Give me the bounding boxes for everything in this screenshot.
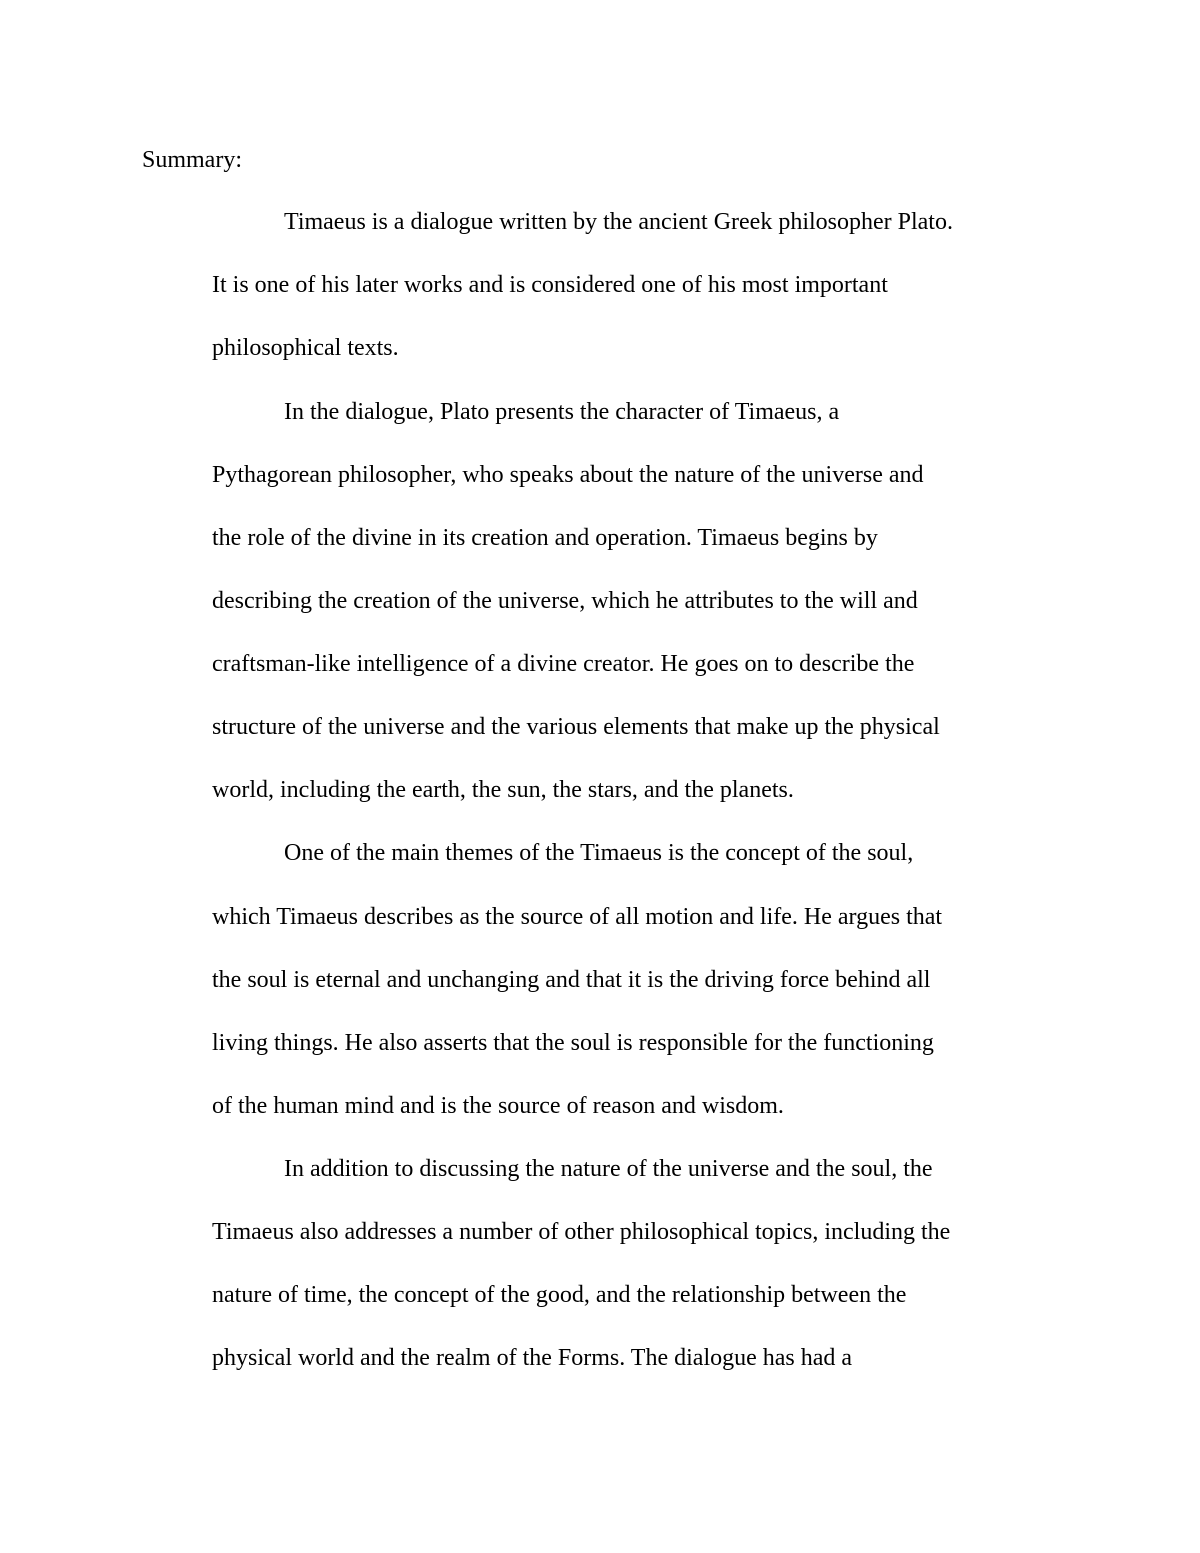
paragraph-3-line-2: which Timaeus describes as the source of all motion and life. He argues that [212,904,943,930]
paragraph-4-line-2: Timaeus also addresses a number of other philosophical topics, including the [212,1219,951,1245]
paragraph-3-line-5: of the human mind and is the source of reason and wisdom. [212,1093,784,1119]
summary-heading: Summary: [142,147,242,173]
paragraph-1-line-2: It is one of his later works and is considered one of his most important [212,272,888,298]
paragraph-2-line-4: describing the creation of the universe, which he attributes to the will and [212,588,918,614]
paragraph-3-line-3: the soul is eternal and unchanging and that it is the driving force behind all [212,967,931,993]
paragraph-2-line-1: In the dialogue, Plato presents the character of Timaeus, a [284,399,840,425]
paragraph-1-line-3: philosophical texts. [212,335,399,361]
paragraph-1-line-1: Timaeus is a dialogue written by the ancient Greek philosopher Plato. [284,209,953,235]
paragraph-4-line-1: In addition to discussing the nature of the universe and the soul, the [284,1156,933,1182]
paragraph-2-line-3: the role of the divine in its creation and operation. Timaeus begins by [212,525,878,551]
paragraph-2-line-7: world, including the earth, the sun, the stars, and the planets. [212,777,794,803]
paragraph-4-line-4: physical world and the realm of the Forms. The dialogue has had a [212,1345,853,1371]
paragraph-4-line-3: nature of time, the concept of the good, and the relationship between the [212,1282,907,1308]
paragraph-2-line-5: craftsman-like intelligence of a divine creator. He goes on to describe the [212,651,915,677]
paragraph-2-line-2: Pythagorean philosopher, who speaks about the nature of the universe and [212,462,924,488]
paragraph-2-line-6: structure of the universe and the various elements that make up the physical [212,714,940,740]
paragraph-3-line-1: One of the main themes of the Timaeus is the concept of the soul, [284,840,914,866]
paragraph-3-line-4: living things. He also asserts that the soul is responsible for the functioning [212,1030,934,1056]
